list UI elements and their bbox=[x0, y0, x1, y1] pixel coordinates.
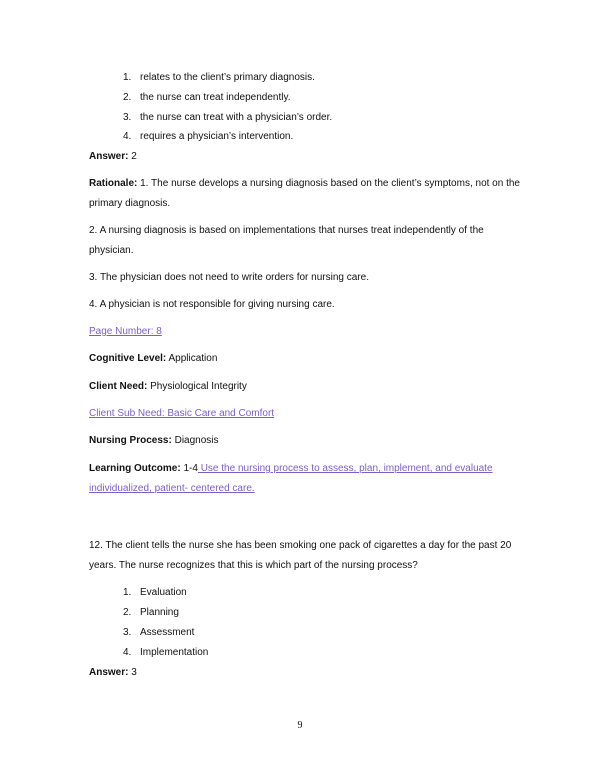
q11-rationale-2-cont: physician. bbox=[89, 245, 134, 256]
q12-option-1: 1. Evaluation bbox=[123, 587, 187, 598]
q12-option-3: 3. Assessment bbox=[123, 627, 195, 638]
q11-option-3: 3. the nurse can treat with a physician’s order. bbox=[123, 112, 333, 123]
q12-option-2: 2. Planning bbox=[123, 607, 179, 618]
q11-rationale: Rationale: 1. The nurse develops a nursing diagnosis based on the client’s symptoms, not on the bbox=[89, 178, 520, 189]
q11-rationale-3: 3. The physician does not need to write orders for nursing care. bbox=[89, 272, 369, 283]
learning-outcome: Learning Outcome: 1-4 Use the nursing process to assess, plan, implement, and evaluate bbox=[89, 463, 493, 474]
learning-outcome-link[interactable]: Use the nursing process to assess, plan, implement, and evaluate bbox=[197, 463, 493, 474]
learning-outcome-link-cont[interactable]: individualized, patient- centered care. bbox=[89, 483, 255, 494]
q11-option-2: 2. the nurse can treat independently. bbox=[123, 92, 291, 103]
q11-rationale-2: 2. A nursing diagnosis is based on implementations that nurses treat independently of the bbox=[89, 225, 484, 236]
q11-answer: Answer: 2 bbox=[89, 151, 137, 162]
page-number-link[interactable]: Page Number: 8 bbox=[89, 326, 162, 337]
cognitive-level: Cognitive Level: Application bbox=[89, 353, 218, 364]
q11-option-1: 1. relates to the client’s primary diagnosis. bbox=[123, 72, 315, 83]
client-sub-need-link[interactable]: Client Sub Need: Basic Care and Comfort bbox=[89, 408, 275, 419]
footer-page-number: 9 bbox=[297, 720, 303, 731]
nursing-process: Nursing Process: Diagnosis bbox=[89, 435, 219, 446]
client-need: Client Need: Physiological Integrity bbox=[89, 381, 247, 392]
q11-option-4: 4. requires a physician’s intervention. bbox=[123, 131, 294, 142]
q11-rationale-4: 4. A physician is not responsible for giving nursing care. bbox=[89, 299, 335, 310]
q12-stem-cont: years. The nurse recognizes that this is which part of the nursing process? bbox=[89, 560, 418, 571]
q12-answer: Answer: 3 bbox=[89, 667, 137, 678]
q12-stem: 12. The client tells the nurse she has been smoking one pack of cigarettes a day for the past 20 bbox=[89, 540, 512, 551]
q11-rationale-cont: primary diagnosis. bbox=[89, 198, 171, 209]
q12-option-4: 4. Implementation bbox=[123, 647, 209, 658]
